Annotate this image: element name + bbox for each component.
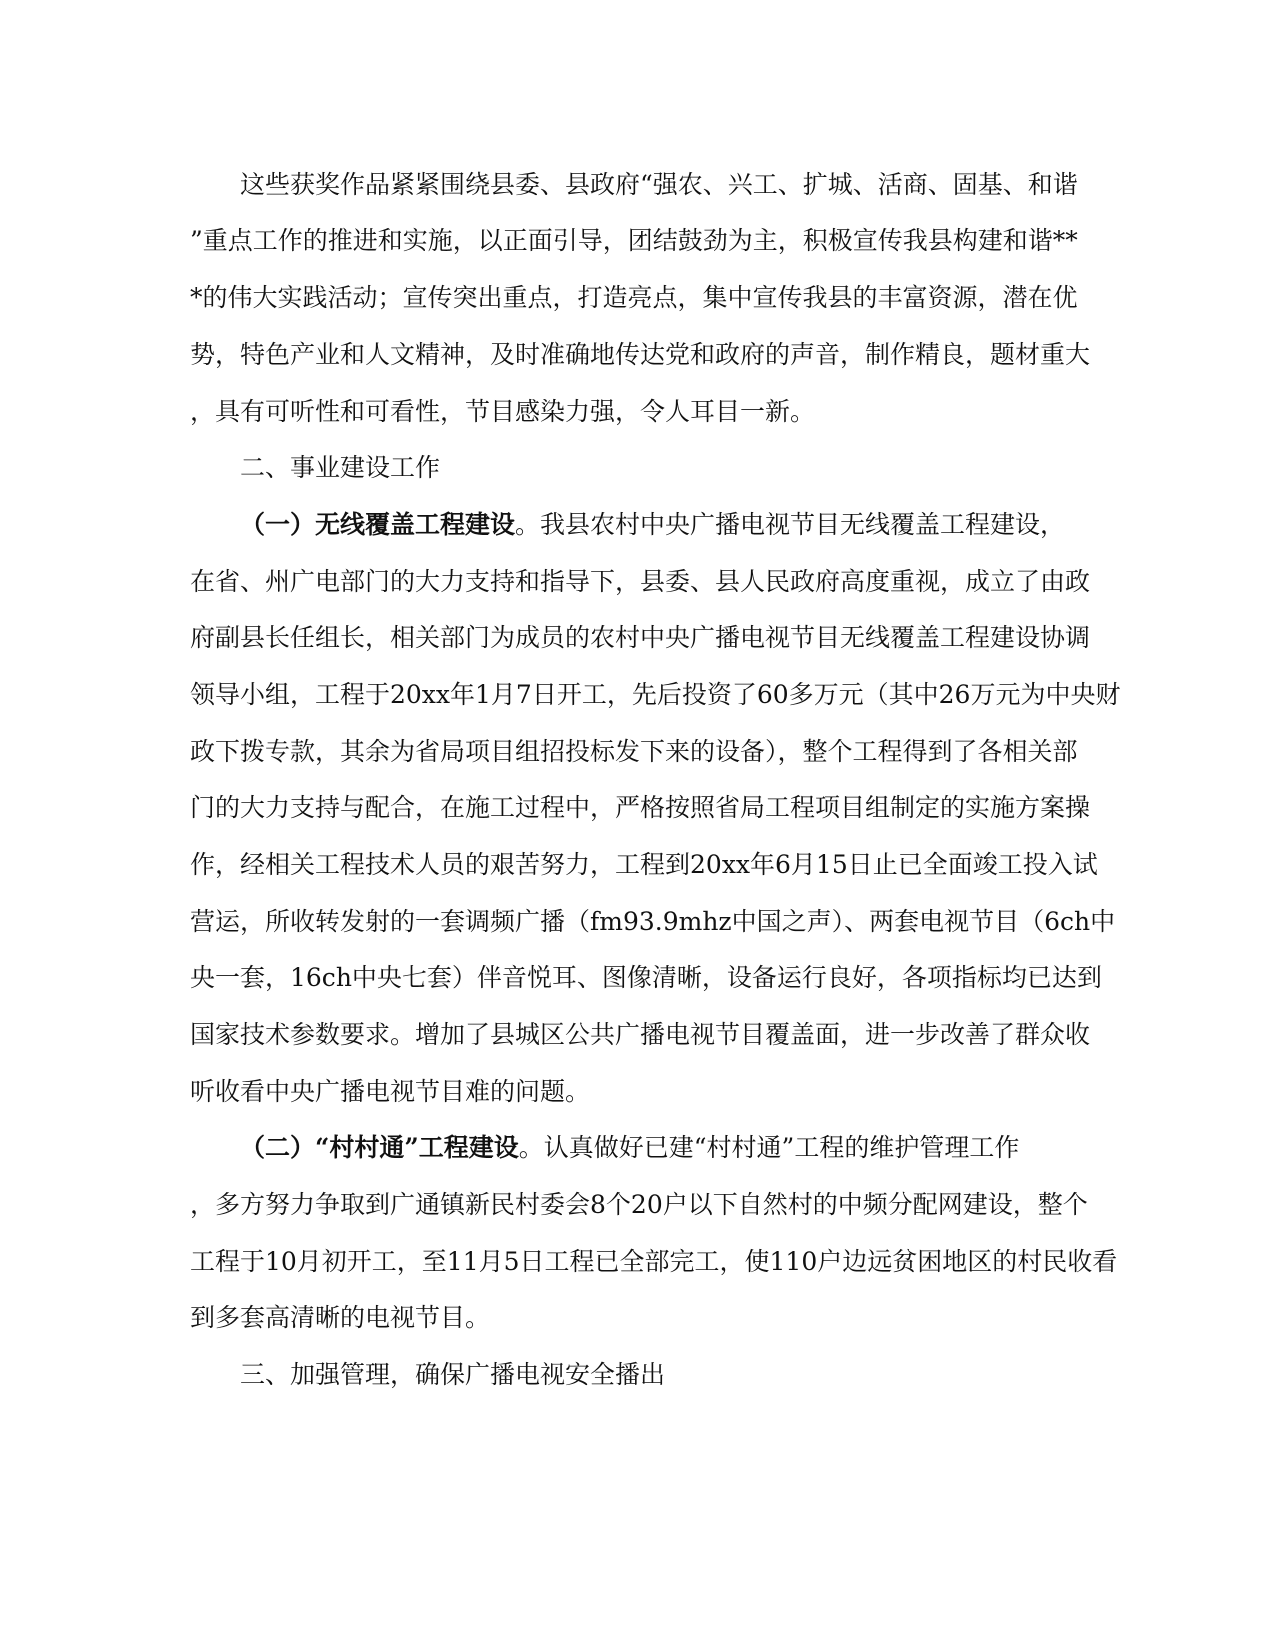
paragraph-line: 到多套高清晰的电视节目。	[190, 1303, 491, 1332]
paragraph-line: 政下拨专款，其余为省局项目组招投标发下来的设备），整个工程得到了各相关部	[190, 737, 1078, 766]
section-title: 二、事业建设工作	[240, 453, 441, 482]
paragraph-line: ，多方努力争取到广通镇新民村委会8个20户以下自然村的中频分配网建设，整个	[190, 1190, 1088, 1219]
paragraph-line: 国家技术参数要求。增加了县城区公共广播电视节目覆盖面，进一步改善了群众收	[190, 1020, 1091, 1049]
paragraph-line: 听收看中央广播电视节目难的问题。	[190, 1077, 591, 1106]
item-first-line	[240, 510, 1090, 540]
paragraph-line: 营运，所收转发射的一套调频广播（fm93.9mhz中国之声）、两套电视节目（6ch中	[190, 907, 1116, 936]
paragraph-line: 这些获奖作品紧紧围绕县委、县政府“强农、兴工、扩城、活商、固基、和谐	[240, 170, 1078, 199]
paragraph-line: 府副县长任组长，相关部门为成员的农村中央广播电视节目无线覆盖工程建设协调	[190, 623, 1091, 652]
paragraph-line: 门的大力支持与配合，在施工过程中，严格按照省局工程项目组制定的实施方案操	[190, 793, 1091, 822]
paragraph-line: ”重点工作的推进和实施，以正面引导，团结鼓劲为主，积极宣传我县构建和谐**	[190, 226, 1078, 255]
item-first-line-text: 。认真做好已建“村村通”工程的维护管理工作	[518, 1133, 1020, 1162]
paragraph-line: ，具有可听性和可看性，节目感染力强，令人耳目一新。	[190, 397, 816, 426]
paragraph-line: 工程于10月初开工，至11月5日工程已全部完工，使110户边远贫困地区的村民收看	[190, 1247, 1118, 1276]
item-first-line	[240, 1133, 1090, 1163]
paragraph-line: 势，特色产业和人文精神，及时准确地传达党和政府的声音，制作精良，题材重大	[190, 340, 1091, 369]
item-first-line-text: 。我县农村中央广播电视节目无线覆盖工程建设，	[515, 510, 1066, 539]
paragraph-line: 在省、州广电部门的大力支持和指导下，县委、县人民政府高度重视，成立了由政	[190, 567, 1091, 596]
section-title: 三、加强管理，确保广播电视安全播出	[240, 1360, 666, 1389]
item-heading: （二）“村村通”工程建设	[240, 1133, 519, 1162]
paragraph-line: 央一套，16ch中央七套）伴音悦耳、图像清晰，设备运行良好，各项指标均已达到	[190, 963, 1102, 992]
item-heading: （一）无线覆盖工程建设	[240, 510, 516, 539]
paragraph-line: *的伟大实践活动；宣传突出重点，打造亮点，集中宣传我县的丰富资源，潜在优	[190, 283, 1078, 312]
paragraph-line: 领导小组，工程于20xx年1月7日开工，先后投资了60多万元（其中26万元为中央财	[190, 680, 1121, 709]
paragraph-line: 作，经相关工程技术人员的艰苦努力，工程到20xx年6月15日止已全面竣工投入试	[190, 850, 1098, 879]
